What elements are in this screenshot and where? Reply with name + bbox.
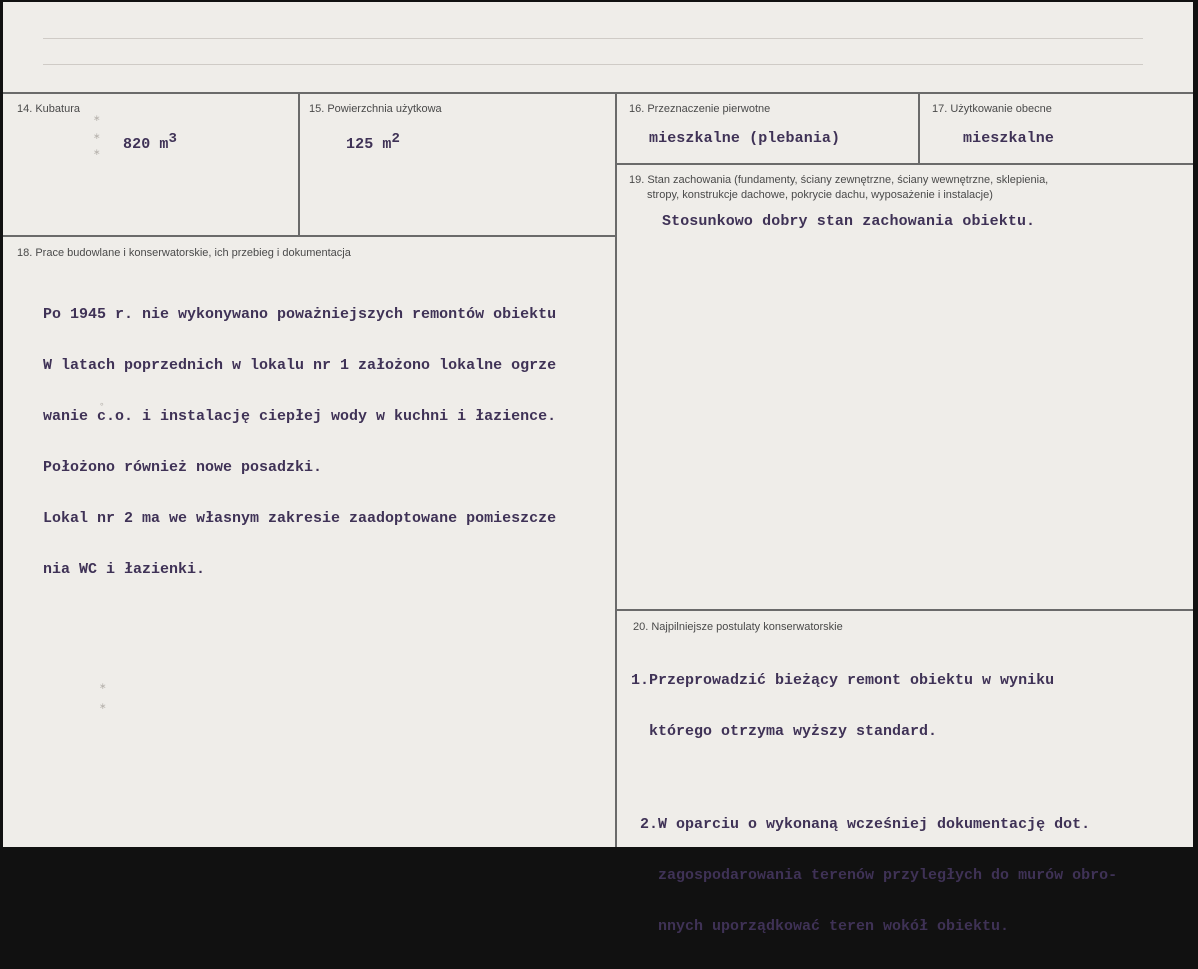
field-20-text: [631, 638, 1117, 969]
grid-line-v2: [615, 92, 617, 847]
field-19-value: Stosunkowo dobry stan zachowania obiektu.: [662, 213, 1036, 230]
field-19-label-line1: 19. Stan zachowania (fundamenty, ściany zewnętrzne, ściany wewnętrzne, sklepienia,: [629, 174, 1049, 186]
specks: ∗: [99, 682, 107, 692]
field-17-value: mieszkalne: [963, 130, 1055, 147]
field-18-line: wanie c.o. i instalację ciepłej wody w kuchni i łazience.: [43, 408, 557, 425]
field-14-label: 14. Kubatura: [17, 103, 80, 115]
field-15-value: 125 $m^2$: [346, 131, 401, 153]
field-14-value: 820 $m^3$: [123, 131, 178, 153]
field-20-line: 2.W oparciu o wykonaną wcześniej dokumentację dot.: [631, 816, 1091, 833]
specks: ∘: [99, 400, 105, 410]
grid-line-h20: [615, 609, 1193, 611]
field-20-line: [631, 774, 1117, 782]
field-20-line: 1.Przeprowadzić bieżący remont obiektu w wyniku: [631, 672, 1055, 689]
top-ruled-line: [43, 38, 1143, 39]
grid-line-v3: [918, 92, 920, 164]
grid-line-top: [3, 92, 1193, 94]
field-18-line: W latach poprzednich w lokalu nr 1 założono lokalne ogrze: [43, 357, 557, 374]
specks: ∗: [93, 114, 101, 124]
field-17-label: 17. Użytkowanie obecne: [932, 103, 1052, 115]
field-18-line: Po 1945 r. nie wykonywano poważniejszych remontów obiektu: [43, 306, 557, 323]
field-20-line: którego otrzyma wyższy standard.: [631, 723, 938, 740]
field-18-text: [43, 272, 556, 612]
grid-line-h16: [615, 163, 1193, 165]
field-18-clip: [43, 272, 615, 578]
field-18-line: Położono również nowe posadzki.: [43, 459, 323, 476]
grid-line-v1: [298, 92, 300, 236]
grid-line-h18: [3, 235, 617, 237]
field-16-label: 16. Przeznaczenie pierwotne: [629, 103, 771, 115]
field-16-value: mieszkalne (plebania): [649, 130, 841, 147]
field-20-label: 20. Najpilniejsze postulaty konserwatorskie: [633, 621, 843, 633]
field-18-line: Lokal nr 2 ma we własnym zakresie zaadoptowane pomieszcze: [43, 510, 557, 527]
field-20-line: nnych uporządkować teren wokół obiektu.: [631, 918, 1010, 935]
specks: ∗: [93, 148, 101, 158]
field-20-line: zagospodarowania terenów przyległych do murów obro-: [631, 867, 1118, 884]
specks: ∗: [99, 702, 107, 712]
top-ruled-line: [43, 64, 1143, 65]
field-19-label-line2: stropy, konstrukcje dachowe, pokrycie dachu, wyposażenie i instalacje): [647, 189, 993, 201]
field-15-label: 15. Powierzchnia użytkowa: [309, 103, 442, 115]
field-18-line: nia WC i łazienki.: [43, 561, 206, 578]
field-18-label: 18. Prace budowlane i konserwatorskie, ich przebieg i dokumentacja: [17, 247, 351, 259]
specks: ∗: [93, 132, 101, 142]
record-card: [3, 2, 1193, 935]
